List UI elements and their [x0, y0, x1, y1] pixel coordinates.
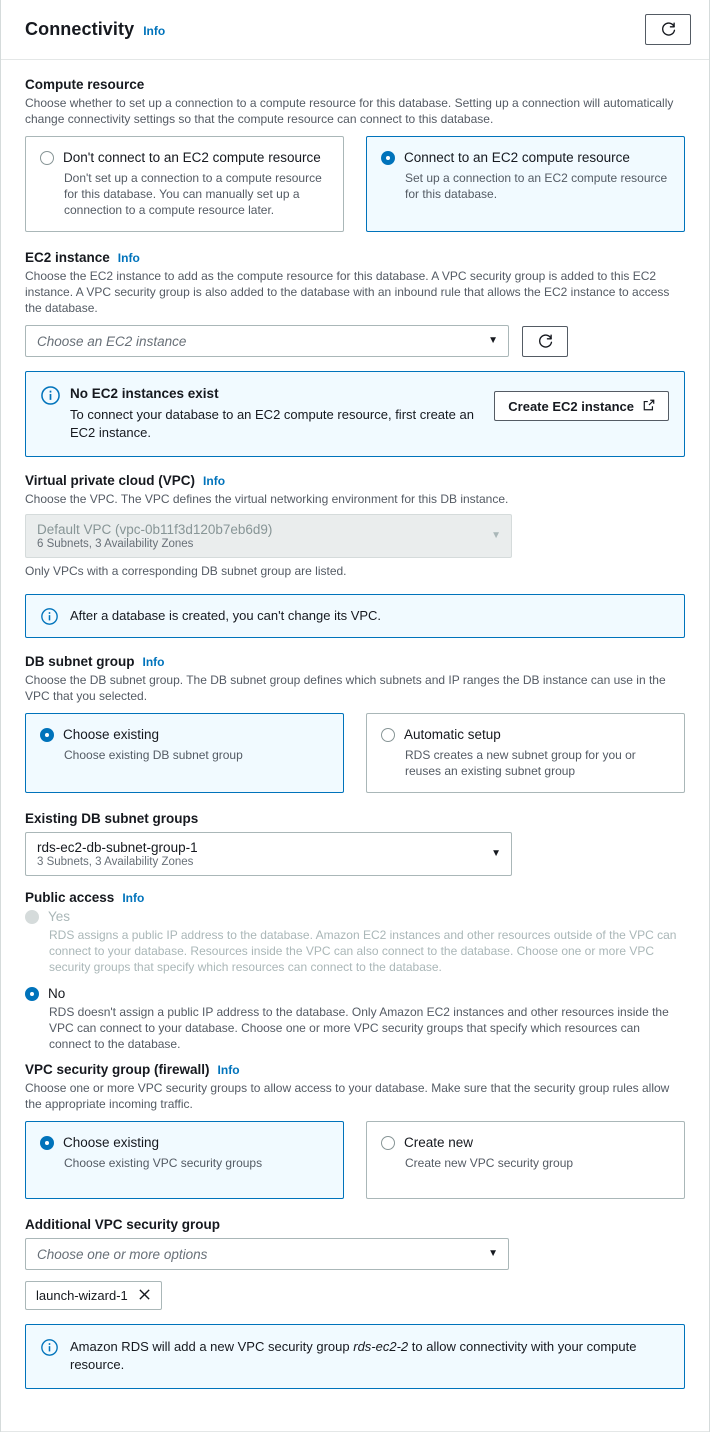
security-group-token-label: launch-wizard-1 — [36, 1288, 128, 1303]
ec2-instance-label: EC2 instance — [25, 250, 110, 265]
option-automatic-setup-subnet-group-subtitle: RDS creates a new subnet group for you or reuses an existing subnet group — [405, 748, 636, 778]
create-ec2-instance-button-label: Create EC2 instance — [508, 398, 634, 414]
chevron-down-icon: ▼ — [488, 335, 498, 346]
refresh-icon — [660, 21, 677, 38]
option-choose-existing-security-group-title: Choose existing — [63, 1135, 160, 1150]
option-connect-ec2-subtitle: Set up a connection to an EC2 compute resource for this database. — [405, 171, 668, 201]
option-create-new-security-group-head — [381, 1134, 670, 1151]
option-choose-existing-subnet-group-subtitle: Choose existing DB subnet group — [64, 748, 243, 762]
no-ec2-instances-alert-body — [70, 385, 482, 442]
existing-db-subnet-groups-value-group — [37, 840, 198, 868]
db-subnet-group-section — [25, 654, 685, 793]
additional-vpc-security-group-label-row — [25, 1217, 685, 1232]
existing-db-subnet-groups-value: rds-ec2-db-subnet-group-1 — [37, 840, 198, 855]
option-choose-existing-subnet-group[interactable] — [25, 713, 344, 793]
ec2-instance-refresh-button[interactable] — [522, 326, 568, 357]
public-access-yes-label: Yes — [48, 908, 71, 924]
public-access-option-yes — [25, 908, 685, 975]
option-automatic-setup-subnet-group-title: Automatic setup — [404, 727, 501, 742]
vpc-select — [25, 514, 512, 558]
compute-resource-label-row — [25, 77, 685, 92]
option-dont-connect-ec2[interactable] — [25, 136, 344, 232]
new-security-group-notice — [25, 1324, 685, 1389]
info-circle-icon — [41, 608, 58, 625]
vpc-security-group-options — [25, 1121, 685, 1199]
compute-resource-section — [25, 77, 685, 232]
additional-vpc-security-group-section — [25, 1217, 685, 1310]
option-create-new-security-group[interactable] — [366, 1121, 685, 1199]
option-automatic-setup-subnet-group[interactable] — [366, 713, 685, 793]
ec2-instance-info-link[interactable]: Info — [117, 251, 140, 265]
radio-public-access-yes — [25, 910, 39, 924]
chevron-down-icon: ▼ — [491, 530, 501, 541]
radio-automatic-setup-subnet-group[interactable] — [381, 728, 395, 742]
close-icon[interactable] — [138, 1288, 151, 1304]
vpc-description: Choose the VPC. The VPC defines the virtual networking environment for this DB instance. — [25, 492, 509, 506]
radio-choose-existing-subnet-group[interactable] — [40, 728, 54, 742]
option-choose-existing-subnet-group-title: Choose existing — [63, 727, 160, 742]
additional-vpc-security-group-label: Additional VPC security group — [25, 1217, 221, 1232]
notice-group-name: rds-ec2-2 — [353, 1339, 409, 1354]
ec2-instance-label-row — [25, 250, 685, 265]
vpc-select-value-sub: 6 Subnets, 3 Availability Zones — [37, 538, 194, 550]
notice-text-before: Amazon RDS will add a new VPC security group — [70, 1339, 354, 1354]
panel-body — [1, 60, 709, 1415]
db-subnet-group-label: DB subnet group — [25, 654, 135, 669]
vpc-security-group-label: VPC security group (firewall) — [25, 1062, 210, 1077]
vpc-security-group-section — [25, 1062, 685, 1199]
public-access-yes-line — [25, 908, 685, 924]
db-subnet-group-description: Choose the DB subnet group. The DB subnet group defines which subnets and IP ranges the DB instance can use in the VPC that you selected. — [25, 673, 666, 703]
compute-resource-label: Compute resource — [25, 77, 145, 92]
radio-connect-ec2[interactable] — [381, 151, 395, 165]
vpc-label: Virtual private cloud (VPC) — [25, 473, 196, 488]
notice-text-after: to allow connectivity with your compute resource. — [70, 1339, 637, 1372]
info-circle-icon — [41, 1339, 58, 1356]
new-security-group-notice-text — [70, 1338, 669, 1374]
public-access-no-description: RDS doesn't assign a public IP address to the database. Only Amazon EC2 instances and other resources inside the VPC can connect to your database. Choose one or more VPC security groups that specify which resources can connect to the database. — [49, 1005, 669, 1051]
radio-public-access-no[interactable] — [25, 987, 39, 1001]
vpc-hint: Only VPCs with a corresponding DB subnet group are listed. — [25, 564, 347, 578]
option-choose-existing-security-group-head — [40, 1134, 329, 1151]
vpc-section — [25, 473, 685, 638]
compute-resource-options — [25, 136, 685, 232]
option-choose-existing-security-group-subtitle: Choose existing VPC security groups — [64, 1156, 263, 1170]
option-automatic-setup-subnet-group-head — [381, 726, 670, 743]
public-access-no-line — [25, 985, 685, 1001]
existing-db-subnet-groups-section — [25, 811, 685, 876]
security-group-token[interactable] — [25, 1281, 162, 1310]
db-subnet-group-label-row — [25, 654, 685, 669]
vpc-select-value-group — [37, 522, 272, 550]
option-dont-connect-ec2-subtitle: Don't set up a connection to a compute resource for this database. You can manually set up a connection to a compute resource later. — [64, 171, 322, 217]
option-choose-existing-security-group[interactable] — [25, 1121, 344, 1199]
option-dont-connect-ec2-head — [40, 149, 329, 166]
existing-db-subnet-groups-select[interactable] — [25, 832, 512, 876]
ec2-instance-select-placeholder: Choose an EC2 instance — [37, 333, 187, 349]
refresh-button[interactable] — [645, 14, 691, 45]
vpc-security-group-info-link[interactable]: Info — [217, 1063, 240, 1077]
additional-vpc-security-group-placeholder: Choose one or more options — [37, 1246, 208, 1262]
page-title: Connectivity — [25, 19, 135, 39]
compute-resource-description: Choose whether to set up a connection to a compute resource for this database. Setting up a connection will automatically change connectivity settings so that the compute resource can connect to this database. — [25, 96, 674, 126]
option-choose-existing-subnet-group-head — [40, 726, 329, 743]
option-connect-ec2[interactable] — [366, 136, 685, 232]
option-create-new-security-group-subtitle: Create new VPC security group — [405, 1156, 574, 1170]
public-access-yes-description: RDS assigns a public IP address to the database. Amazon EC2 instances and other resources outside of the VPC can connect to your database. Resources inside the VPC can also connect to the database. Choose one or more VPC security groups that specify which resources can connect to the database. — [49, 928, 677, 974]
vpc-immutable-notice-text: After a database is created, you can't change its VPC. — [70, 608, 382, 623]
existing-db-subnet-groups-label: Existing DB subnet groups — [25, 811, 199, 826]
option-create-new-security-group-title: Create new — [404, 1135, 474, 1150]
public-access-label-row — [25, 890, 685, 905]
public-access-section — [25, 890, 685, 1052]
db-subnet-group-info-link[interactable]: Info — [142, 655, 165, 669]
chevron-down-icon: ▼ — [491, 848, 501, 859]
radio-dont-connect-ec2[interactable] — [40, 151, 54, 165]
connectivity-info-link[interactable]: Info — [143, 24, 166, 38]
external-link-icon — [643, 399, 655, 414]
option-connect-ec2-head — [381, 149, 670, 166]
ec2-instance-select[interactable] — [25, 325, 509, 357]
info-circle-icon — [41, 386, 58, 403]
no-ec2-instances-alert-text: To connect your database to an EC2 compute resource, first create an EC2 instance. — [70, 407, 474, 440]
ec2-instance-description: Choose the EC2 instance to add as the compute resource for this database. A VPC security group is added to this EC2 instance. A VPC security group is also added to the database with an inbound rule that allows the EC2 instance to access the database. — [25, 269, 670, 315]
vpc-select-value: Default VPC (vpc-0b11f3d120b7eb6d9) — [37, 522, 273, 537]
option-dont-connect-ec2-title: Don't connect to an EC2 compute resource — [63, 150, 321, 165]
vpc-immutable-notice — [25, 594, 685, 638]
refresh-icon — [537, 333, 554, 350]
no-ec2-instances-alert — [25, 371, 685, 457]
ec2-instance-section — [25, 250, 685, 457]
vpc-security-group-description: Choose one or more VPC security groups to allow access to your database. Make sure that the security group rules allow the appropriate incoming traffic. — [25, 1081, 670, 1111]
ec2-instance-select-row — [25, 325, 685, 357]
public-access-no-label: No — [48, 985, 66, 1001]
existing-db-subnet-groups-value-sub: 3 Subnets, 3 Availability Zones — [37, 856, 194, 868]
additional-vpc-security-group-select[interactable] — [25, 1238, 509, 1270]
public-access-option-no[interactable] — [25, 985, 685, 1052]
vpc-label-row — [25, 473, 685, 488]
create-ec2-instance-button[interactable] — [494, 391, 669, 421]
option-connect-ec2-title: Connect to an EC2 compute resource — [404, 150, 630, 165]
radio-create-new-security-group[interactable] — [381, 1136, 395, 1150]
public-access-label: Public access — [25, 890, 115, 905]
panel-title-group — [25, 19, 165, 40]
public-access-info-link[interactable]: Info — [122, 891, 145, 905]
db-subnet-group-options — [25, 713, 685, 793]
vpc-security-group-label-row — [25, 1062, 685, 1077]
radio-choose-existing-security-group[interactable] — [40, 1136, 54, 1150]
chevron-down-icon: ▼ — [488, 1248, 498, 1259]
existing-db-subnet-groups-label-row — [25, 811, 685, 826]
vpc-info-link[interactable]: Info — [203, 474, 226, 488]
no-ec2-instances-alert-title: No EC2 instances exist — [70, 386, 219, 401]
panel-header — [1, 0, 709, 60]
